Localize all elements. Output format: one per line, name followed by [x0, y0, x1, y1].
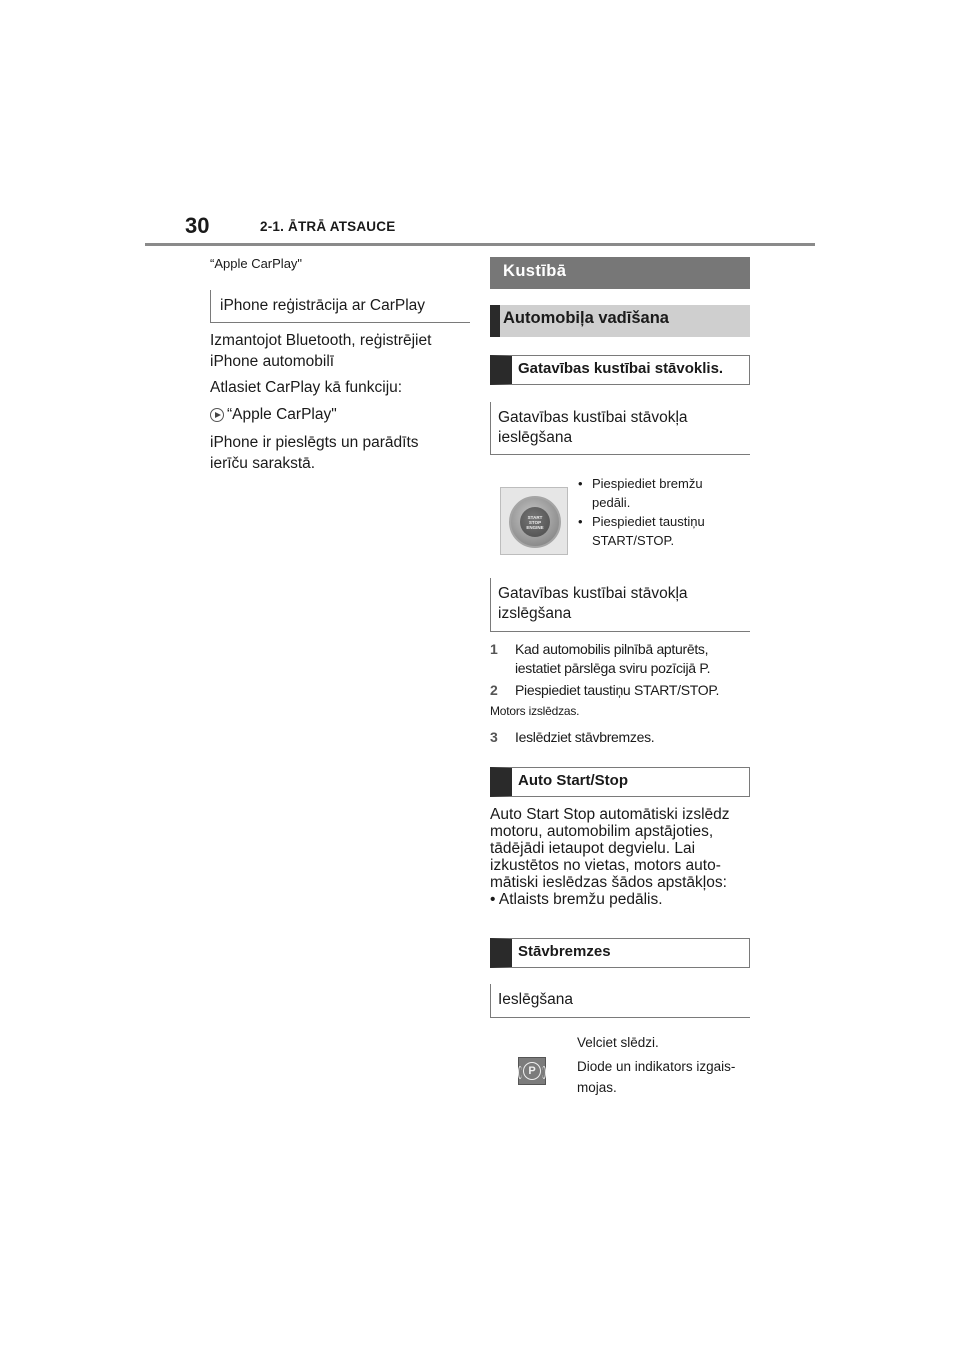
select-paragraph: Atlasiet CarPlay kā funkciju: [210, 379, 403, 396]
bullet-button-text: Piespiediet taustiņu START/STOP. [592, 514, 705, 548]
parking-brake-text [577, 1032, 750, 1101]
step-1 [490, 640, 750, 678]
step-1-text: Kad automobilis pilnībā apturēts, iestatiet pārslēga sviru pozīcijā P. [515, 641, 711, 676]
step-3-text: Ieslēdziet stāvbremzes. [515, 729, 655, 745]
bullet-button [578, 512, 750, 550]
subheading-ready-on [490, 402, 750, 455]
parking-brake-icon [518, 1057, 546, 1085]
carplay-subheading: iPhone reģistrācija ar CarPlay [210, 290, 470, 323]
step-number: 1 [490, 641, 498, 657]
bullet-dot: • [578, 476, 583, 491]
step-2 [490, 681, 750, 700]
autostart-line: tādējādi ietaupot degvielu. Lai [490, 840, 696, 857]
park-text-2: Diode un indikators izgais- [577, 1059, 736, 1074]
subheading-engage [490, 984, 750, 1018]
register-line-2: iPhone automobilī [210, 353, 335, 370]
start-label: START [527, 514, 543, 520]
start-button-core [520, 507, 550, 537]
subheading-ready-off [490, 578, 750, 632]
ready-on-line-2: ieslēgšana [498, 429, 573, 446]
bullet-dot: • [578, 514, 583, 529]
menu-path-label: “Apple CarPlay" [227, 406, 337, 423]
autostart-line: • Atlaists bremžu pedālis. [490, 891, 663, 908]
park-text-1: Velciet slēdzi. [577, 1035, 659, 1050]
engage-label: Ieslēgšana [498, 991, 573, 1008]
heading-auto-start-stop: Auto Start/Stop [490, 767, 750, 797]
autostart-line: Auto Start Stop automātiski izslēdz [490, 806, 730, 823]
ready-off-line-2: izslēgšana [498, 605, 572, 622]
connected-line-2: ierīču sarakstā. [210, 455, 316, 472]
autostart-line: izkustētos no vietas, motors auto- [490, 857, 721, 874]
connected-paragraph [210, 432, 470, 474]
autostart-line: mātiski ieslēdzas šādos apstākļos: [490, 874, 727, 891]
page-number: 30 [185, 213, 210, 238]
parking-brake-symbol: P [523, 1062, 541, 1080]
menu-path [210, 406, 337, 424]
auto-start-stop-paragraph [490, 806, 750, 908]
step-number: 2 [490, 682, 498, 698]
engine-off-note: Motors izslēdzas. [490, 704, 580, 718]
header-rule [145, 243, 815, 246]
heading-kustiba: Kustībā [490, 257, 750, 289]
park-text-3: mojas. [577, 1080, 617, 1095]
step-2-text: Piespiediet taustiņu START/STOP. [515, 682, 720, 698]
step-number: 3 [490, 729, 498, 745]
heading-vadisana: Automobiļa vadīšana [490, 305, 750, 337]
stop-label: STOP [528, 519, 542, 525]
register-line-1: Izmantojot Bluetooth, reģistrējiet [210, 332, 432, 349]
connected-line-1: iPhone ir pieslēgts un parādīts [210, 434, 419, 451]
ready-off-line-1: Gatavības kustībai stāvokļa [498, 585, 688, 602]
ready-on-line-1: Gatavības kustībai stāvokļa [498, 409, 688, 426]
register-paragraph [210, 330, 470, 372]
section-title: 2-1. ĀTRĀ ATSAUCE [260, 219, 396, 234]
carplay-caption: “Apple CarPlay" [210, 256, 303, 271]
bullet-brake-text: Piespiediet bremžu pedāli. [592, 476, 703, 510]
autostart-line: motoru, automobilim apstājoties, [490, 823, 714, 840]
start-bullets [578, 474, 750, 550]
heading-ready-state: Gatavības kustībai stāvoklis. [490, 355, 750, 385]
start-button-ring [509, 496, 561, 548]
engine-label: ENGINE [526, 524, 544, 530]
heading-parking-brake: Stāvbremzes [490, 938, 750, 968]
menu-arrow-icon [210, 408, 224, 422]
step-3 [490, 728, 750, 747]
bullet-brake [578, 474, 750, 512]
start-stop-button-image [500, 487, 568, 555]
